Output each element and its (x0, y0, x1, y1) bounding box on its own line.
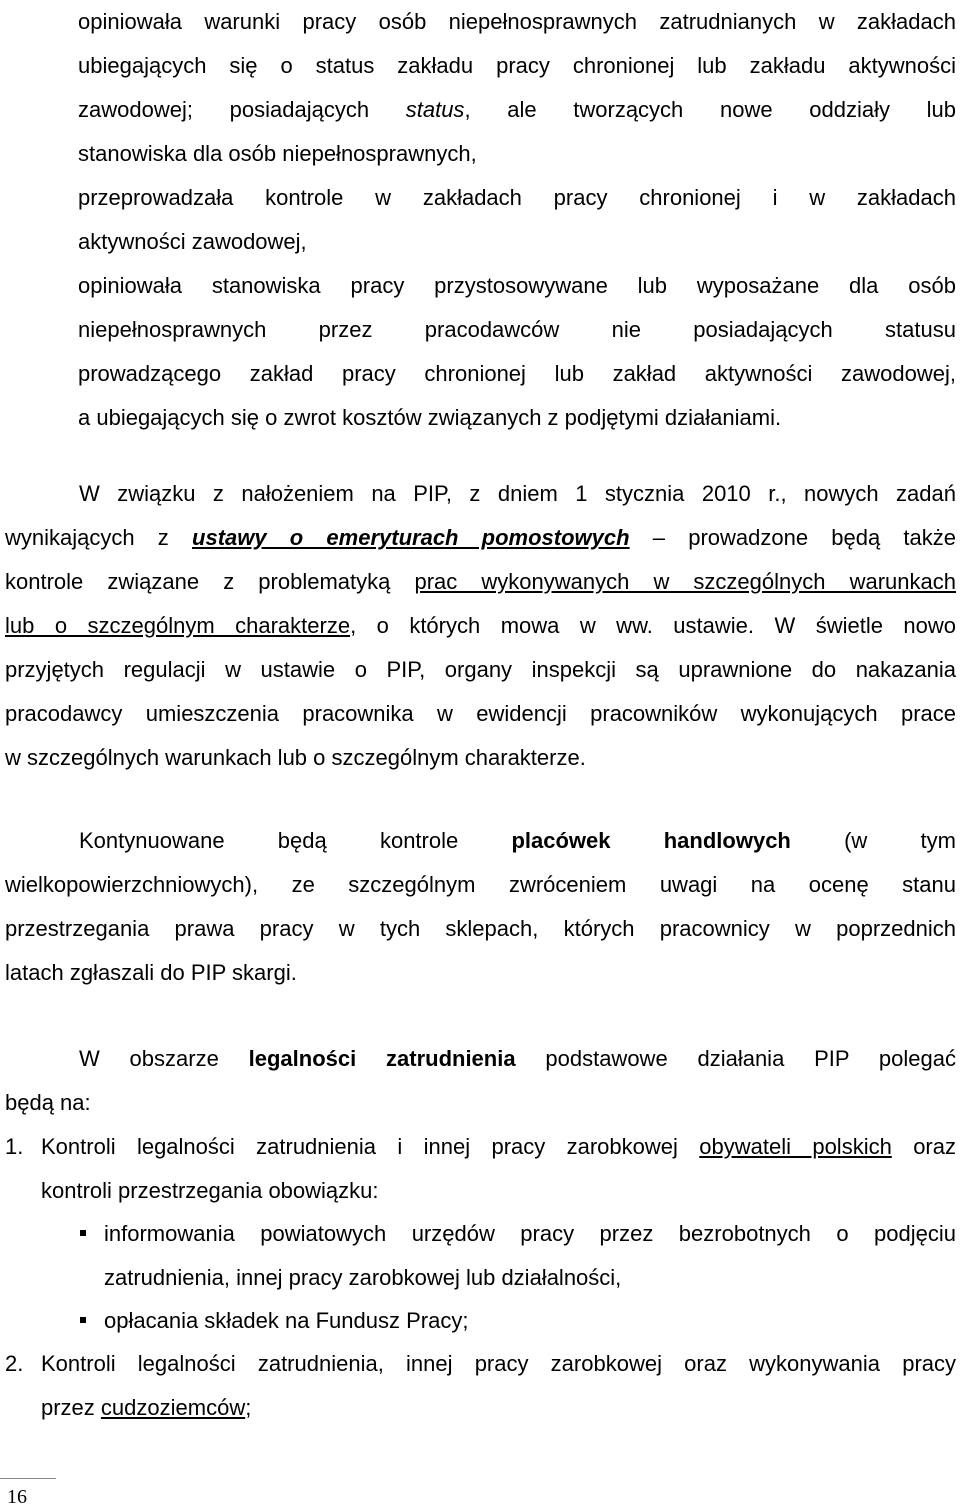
underlined-term: lub o szczególnym charakterze (5, 613, 351, 638)
text-segment: zawodowej; posiadających (78, 97, 406, 122)
text-line (41, 1386, 956, 1430)
paragraph-pomostowe (5, 472, 956, 780)
text-segment: (w tym (844, 828, 956, 853)
text-line: przyjętych regulacji w ustawie o PIP, organy inspekcji są uprawnione do nakazania (5, 657, 956, 682)
text-segment: – prowadzone będą także (652, 525, 956, 550)
text-segment: , ale tworzących nowe oddziały lub (464, 97, 956, 122)
bullet-square-icon (80, 1317, 86, 1323)
text-line (5, 604, 956, 648)
list-item (78, 0, 956, 176)
text-line: niepełnosprawnych przez pracodawców nie posiadających statusu (78, 317, 956, 342)
text-line: przeprowadzała kontrole w zakładach pracy chronionej i w zakładach (78, 185, 956, 210)
footer-divider (0, 1478, 56, 1479)
text-line (41, 1125, 956, 1169)
page-number: 16 (7, 1486, 27, 1508)
bullet-square-icon (80, 1230, 86, 1236)
sub-bullet-item (80, 1299, 956, 1343)
act-reference: ustawy o emeryturach pomostowych (192, 525, 630, 550)
text-segment: W obszarze (79, 1046, 219, 1071)
text-line: stanowiska dla osób niepełnosprawnych, (78, 141, 477, 166)
text-line: kontroli przestrzegania obowiązku: (41, 1178, 379, 1203)
text-line: ubiegających się o status zakładu pracy chronionej lub zakładu aktywności (78, 53, 956, 78)
text-line: pracodawcy umieszczenia pracownika w ewidencji pracowników wykonujących prace (5, 701, 956, 726)
text-segment: podstawowe działania PIP polegać (545, 1046, 956, 1071)
text-line: zatrudnienia, innej pracy zarobkowej lub działalności, (104, 1265, 622, 1290)
text-segment: Kontynuowane będą kontrole (79, 828, 459, 853)
numbered-item-1 (5, 1125, 956, 1213)
text-line: w szczególnych warunkach lub o szczególnym charakterze. (5, 745, 586, 770)
text-line: aktywności zawodowej, (78, 229, 307, 254)
text-line: W związku z nałożeniem na PIP, z dniem 1 stycznia 2010 r., nowych zadań (79, 481, 956, 506)
text-segment: przez (41, 1395, 95, 1420)
list-item (78, 176, 956, 264)
list-item (78, 264, 956, 440)
text-line: będą na: (5, 1090, 91, 1115)
bold-term: legalności zatrudnienia (248, 1046, 516, 1071)
item-number: 2. (5, 1351, 24, 1376)
top-list (78, 0, 956, 440)
text-segment: oraz (913, 1134, 956, 1159)
text-line: a ubiegających się o zwrot kosztów związanych z podjętymi działaniami. (78, 405, 782, 430)
text-line: Kontroli legalności zatrudnienia, innej pracy zarobkowej oraz wykonywania pracy (41, 1351, 956, 1376)
underlined-term: obywateli polskich (699, 1134, 892, 1159)
underlined-term: cudzoziemców (100, 1395, 246, 1420)
numbered-item-2 (5, 1342, 956, 1430)
text-segment: , o których mowa w ww. ustawie. W świetle nowo (350, 613, 956, 638)
text-line (5, 819, 956, 863)
text-line (5, 1037, 956, 1081)
text-line (5, 560, 956, 604)
text-segment: Kontroli legalności zatrudnienia i innej pracy zarobkowej (41, 1134, 678, 1159)
paragraph-legalnosc (5, 1037, 956, 1125)
text-segment: ; (245, 1395, 252, 1420)
text-line: opłacania składek na Fundusz Pracy; (104, 1308, 469, 1333)
text-line (78, 88, 956, 132)
text-line: latach zgłaszali do PIP skargi. (5, 960, 297, 985)
sub-bullet-item (80, 1212, 956, 1300)
text-line (5, 516, 956, 560)
text-line: przestrzegania prawa pracy w tych sklepach, których pracownicy w poprzednich (5, 916, 956, 941)
text-line: opiniowała stanowiska pracy przystosowywane lub wyposażane dla osób (78, 273, 956, 298)
text-line: informowania powiatowych urzędów pracy przez bezrobotnych o podjęciu (104, 1221, 956, 1246)
text-segment: kontrole związane z problematyką (5, 569, 391, 594)
italic-term: status (405, 97, 465, 122)
text-line: opiniowała warunki pracy osób niepełnosprawnych zatrudnianych w zakładach (78, 9, 956, 34)
text-line: prowadzącego zakład pracy chronionej lub zakład aktywności zawodowej, (78, 361, 956, 386)
text-segment: wynikających z (5, 525, 169, 550)
bold-term: placówek handlowych (511, 828, 791, 853)
item-number: 1. (5, 1134, 24, 1159)
underlined-term: prac wykonywanych w szczególnych warunkach (414, 569, 956, 594)
text-line: wielkopowierzchniowych), ze szczególnym zwróceniem uwagi na ocenę stanu (5, 872, 956, 897)
paragraph-handlowe (5, 819, 956, 995)
